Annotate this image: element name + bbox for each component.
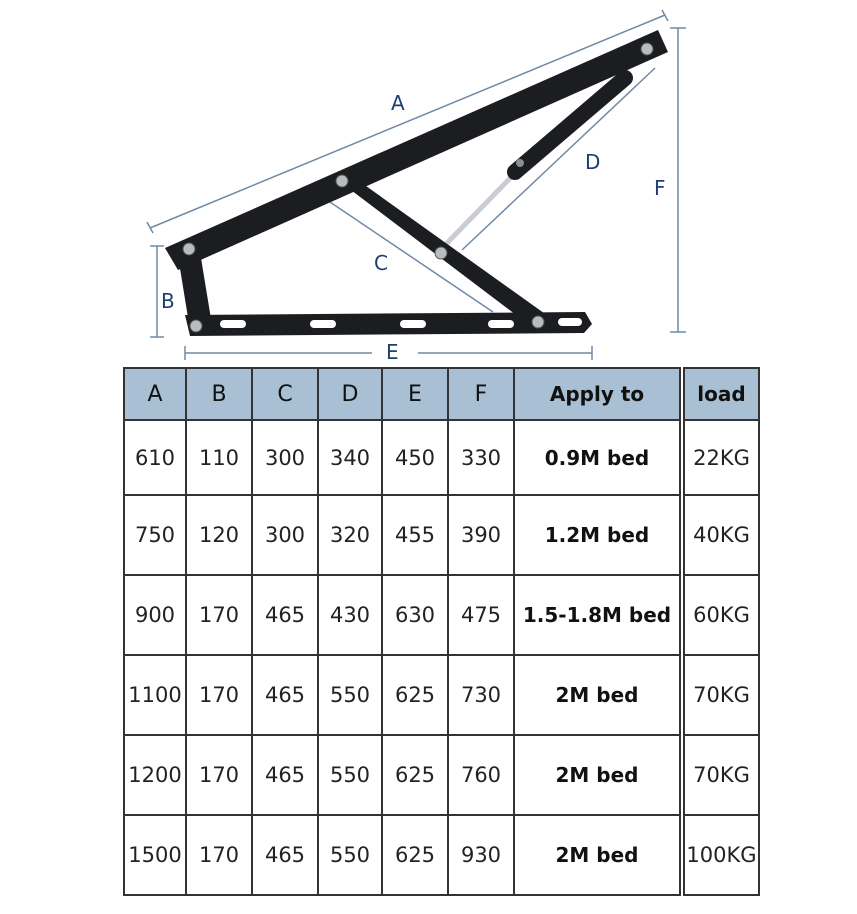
cell-e: 625 — [382, 815, 448, 895]
cell-c: 465 — [252, 655, 318, 735]
table-row — [124, 575, 759, 655]
spec-table — [123, 367, 760, 896]
cell-b: 110 — [186, 420, 252, 495]
table-body — [124, 420, 759, 895]
cell-load: 70KG — [684, 655, 759, 735]
cell-f: 330 — [448, 420, 514, 495]
cell-load: 60KG — [684, 575, 759, 655]
cell-c: 300 — [252, 495, 318, 575]
dim-label-b: B — [161, 289, 175, 313]
cell-f: 390 — [448, 495, 514, 575]
cell-f: 760 — [448, 735, 514, 815]
cell-e: 625 — [382, 735, 448, 815]
table-row — [124, 495, 759, 575]
cell-a: 1500 — [124, 815, 186, 895]
cell-d: 430 — [318, 575, 382, 655]
header-b: B — [186, 368, 252, 420]
header-f: F — [448, 368, 514, 420]
cell-c: 465 — [252, 575, 318, 655]
header-a: A — [124, 368, 186, 420]
dim-label-e: E — [386, 340, 399, 364]
table-row — [124, 420, 759, 495]
cell-a: 900 — [124, 575, 186, 655]
cell-apply: 2M bed — [514, 735, 680, 815]
cell-apply: 2M bed — [514, 655, 680, 735]
cell-e: 455 — [382, 495, 448, 575]
cell-apply: 1.5-1.8M bed — [514, 575, 680, 655]
lift-mechanism-diagram — [0, 0, 857, 370]
cell-c: 300 — [252, 420, 318, 495]
cell-f: 475 — [448, 575, 514, 655]
cell-load: 70KG — [684, 735, 759, 815]
header-load: load — [684, 368, 759, 420]
cell-load: 22KG — [684, 420, 759, 495]
table-row — [124, 655, 759, 735]
cell-d: 550 — [318, 815, 382, 895]
cell-apply: 0.9M bed — [514, 420, 680, 495]
cell-a: 610 — [124, 420, 186, 495]
cell-apply: 1.2M bed — [514, 495, 680, 575]
bracket-arms — [165, 30, 668, 336]
header-c: C — [252, 368, 318, 420]
cell-load: 100KG — [684, 815, 759, 895]
cell-b: 170 — [186, 735, 252, 815]
table-header-row — [124, 368, 759, 420]
header-e: E — [382, 368, 448, 420]
cell-d: 550 — [318, 735, 382, 815]
cell-d: 320 — [318, 495, 382, 575]
cell-f: 730 — [448, 655, 514, 735]
cell-c: 465 — [252, 735, 318, 815]
cell-d: 340 — [318, 420, 382, 495]
cell-a: 750 — [124, 495, 186, 575]
cell-b: 120 — [186, 495, 252, 575]
cell-e: 450 — [382, 420, 448, 495]
dim-line-c — [327, 200, 493, 312]
cell-d: 550 — [318, 655, 382, 735]
cell-c: 465 — [252, 815, 318, 895]
cell-a: 1100 — [124, 655, 186, 735]
header-d: D — [318, 368, 382, 420]
cell-b: 170 — [186, 575, 252, 655]
dim-label-a: A — [391, 91, 405, 115]
cell-load: 40KG — [684, 495, 759, 575]
table-row — [124, 735, 759, 815]
cell-f: 930 — [448, 815, 514, 895]
cell-e: 625 — [382, 655, 448, 735]
dim-label-c: C — [374, 251, 388, 275]
cell-b: 170 — [186, 815, 252, 895]
cell-apply: 2M bed — [514, 815, 680, 895]
table-row — [124, 815, 759, 895]
cell-a: 1200 — [124, 735, 186, 815]
cell-e: 630 — [382, 575, 448, 655]
dim-line-a — [150, 15, 665, 228]
cell-b: 170 — [186, 655, 252, 735]
dim-label-d: D — [585, 150, 601, 174]
dim-label-f: F — [654, 176, 666, 200]
header-apply-to: Apply to — [514, 368, 680, 420]
